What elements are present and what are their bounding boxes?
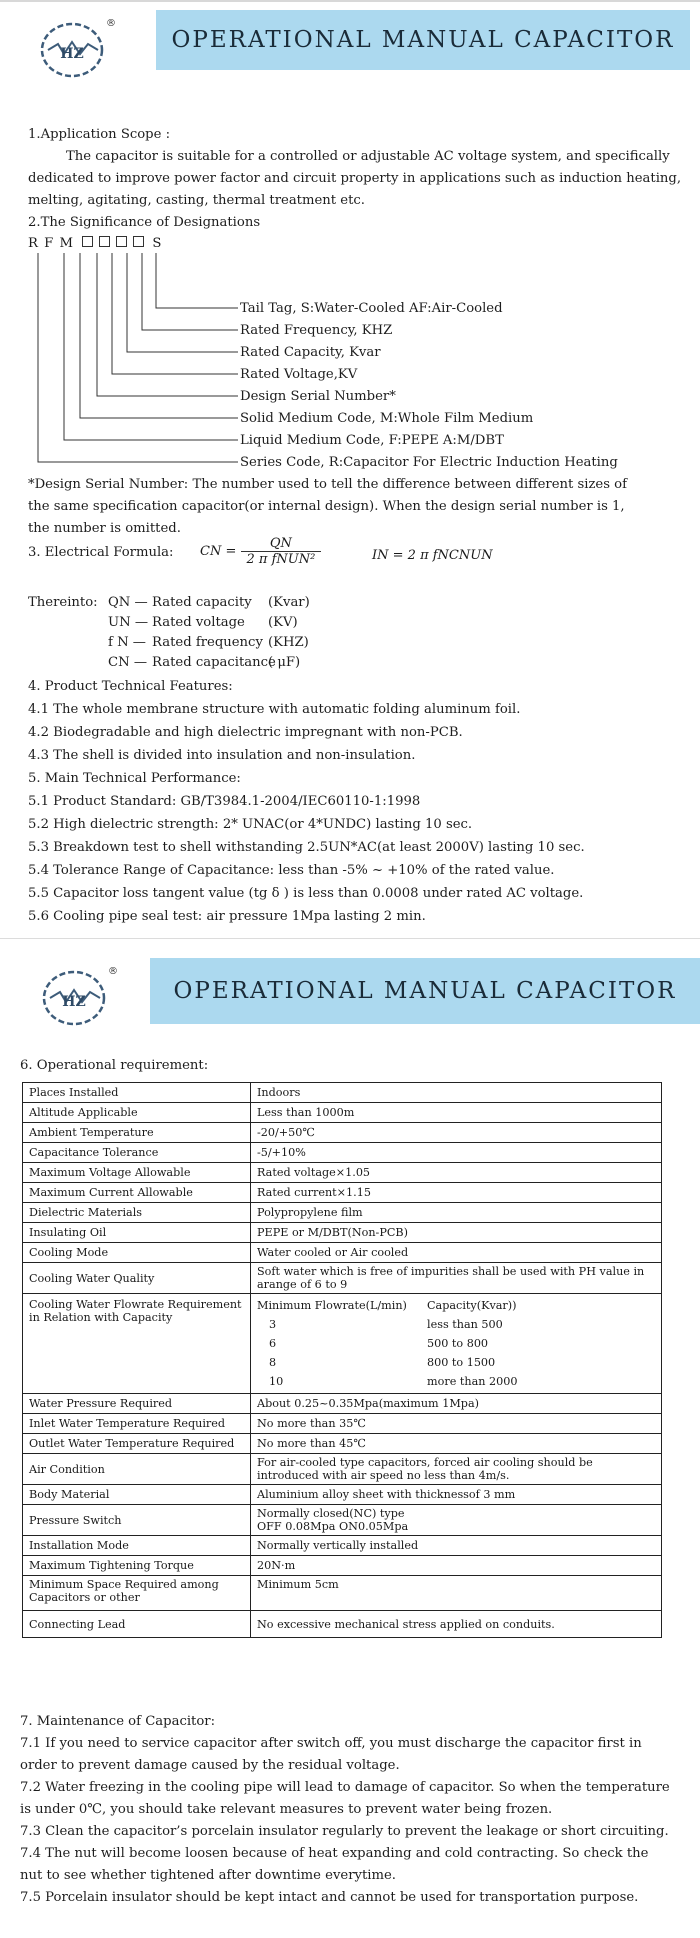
flowrate-pair [257, 1353, 655, 1372]
table-row [23, 1485, 662, 1505]
table-row [23, 1434, 662, 1454]
row-key: Cooling Water Quality [23, 1263, 251, 1294]
row-key: Inlet Water Temperature Required [23, 1414, 251, 1434]
designation-item: Design Serial Number* [240, 389, 396, 404]
designation-item: Rated Capacity, Kvar [240, 345, 381, 360]
designation-item: Tail Tag, S:Water-Cooled AF:Air-Cooled [240, 301, 503, 316]
row-value: Soft water which is free of impurities shall be used with PH value in arange of 6 to 9 [251, 1263, 662, 1294]
table-row [23, 1611, 662, 1638]
row-key: Ambient Temperature [23, 1123, 251, 1143]
designation-note: *Design Serial Number: The number used to tell the difference between different sizes of [28, 477, 627, 492]
section-2-heading: 2.The Significance of Designations [28, 215, 261, 230]
row-key: Pressure Switch [23, 1505, 251, 1536]
table-row [23, 1203, 662, 1223]
flowrate-pair [257, 1372, 655, 1391]
designation-item: Rated Voltage,KV [240, 367, 358, 382]
var-unit: (KV) [268, 615, 298, 630]
row-value: Less than 1000m [251, 1103, 662, 1123]
designation-item: Solid Medium Code, M:Whole Film Medium [240, 411, 534, 426]
table-row [23, 1263, 662, 1294]
section-4-heading: 4. Product Technical Features: [28, 679, 233, 694]
performance-item: 5.2 High dielectric strength: 2* UNAC(or 4*UNDC) lasting 10 sec. [28, 817, 473, 832]
svg-text:®: ® [106, 18, 116, 29]
company-logo [34, 14, 114, 80]
flow-value: 3 [269, 1318, 277, 1331]
feature-item: 4.1 The whole membrane structure with automatic folding aluminum foil. [28, 702, 521, 717]
section-1-line: The capacitor is suitable for a controlled or adjustable AC voltage system, and specifically [66, 149, 670, 164]
flow-value: 8 [269, 1356, 277, 1369]
flow-capacity: less than 500 [427, 1318, 503, 1331]
flow-capacity: 500 to 800 [427, 1337, 489, 1350]
section-6-heading: 6. Operational requirement: [20, 1058, 209, 1073]
performance-item: 5.3 Breakdown test to shell withstanding 2.5UN*AC(at least 2000V) lasting 10 sec. [28, 840, 585, 855]
row-value: -5/+10% [251, 1143, 662, 1163]
designation-note: the number is omitted. [28, 521, 181, 536]
var-name: Rated capacitance [152, 655, 276, 670]
row-key: Maximum Tightening Torque [23, 1556, 251, 1576]
flowrate-pair [257, 1315, 655, 1334]
row-value: Minimum 5cm [251, 1576, 662, 1611]
row-value: No more than 45℃ [251, 1434, 662, 1454]
row-value: No more than 35℃ [251, 1414, 662, 1434]
var-unit: ( μF) [268, 655, 301, 670]
row-key: Altitude Applicable [23, 1103, 251, 1123]
flowrate-subtable [257, 1296, 655, 1391]
performance-item: 5.6 Cooling pipe seal test: air pressure 1Mpa lasting 2 min. [28, 909, 426, 924]
flow-value: 10 [269, 1375, 284, 1388]
table-row-flowrate [23, 1294, 662, 1394]
row-key: Body Material [23, 1485, 251, 1505]
var-symbol: f N — [108, 635, 146, 650]
var-unit: (Kvar) [268, 595, 310, 610]
table-row [23, 1143, 662, 1163]
formula-denominator: 2 π fNUN² [246, 552, 316, 567]
row-key: Minimum Space Required among Capacitors or other [23, 1576, 251, 1611]
performance-item: 5.5 Capacitor loss tangent value (tg δ ) is less than 0.0008 under rated AC voltage. [28, 886, 584, 901]
table-row [23, 1414, 662, 1434]
formula-numerator: QN [241, 536, 322, 552]
row-key: Installation Mode [23, 1536, 251, 1556]
maintenance-item: 7.5 Porcelain insulator should be kept intact and cannot be used for transportation purpose. [20, 1890, 639, 1905]
row-value: Normally vertically installed [251, 1536, 662, 1556]
table-row [23, 1083, 662, 1103]
var-symbol: QN — [108, 595, 148, 610]
maintenance-item: 7.1 If you need to service capacitor after switch off, you must discharge the capacitor first in order to prevent damage caused by the residual voltage. [20, 1736, 642, 1773]
thereinto-label: Thereinto: [28, 595, 98, 610]
formula-lhs: CN = [200, 544, 237, 559]
performance-item: 5.1 Product Standard: GB/T3984.1-2004/IEC60110-1:1998 [28, 794, 421, 809]
page-title: OPERATIONAL MANUAL CAPACITOR [150, 958, 700, 1024]
svg-text:HZ: HZ [60, 46, 84, 62]
row-key: Maximum Current Allowable [23, 1183, 251, 1203]
row-value: Rated current×1.15 [251, 1183, 662, 1203]
row-value: About 0.25~0.35Mpa(maximum 1Mpa) [251, 1394, 662, 1414]
performance-item: 5.4 Tolerance Range of Capacitance: less than -5% ~ +10% of the rated value. [28, 863, 555, 878]
row-key: Outlet Water Temperature Required [23, 1434, 251, 1454]
row-value: No excessive mechanical stress applied on conduits. [251, 1611, 662, 1638]
row-key: Capacitance Tolerance [23, 1143, 251, 1163]
row-key: Places Installed [23, 1083, 251, 1103]
row-key: Water Pressure Required [23, 1394, 251, 1414]
var-symbol: CN — [108, 655, 148, 670]
company-logo [36, 962, 116, 1028]
maintenance-item: 7.4 The nut will become loosen because of heat expanding and cold contracting. So check the nut to see whether tightened after downtime everytime. [20, 1846, 649, 1883]
row-key: Connecting Lead [23, 1611, 251, 1638]
code-prefix: R F M [28, 236, 74, 251]
row-value: Polypropylene film [251, 1203, 662, 1223]
row-key: Air Condition [23, 1454, 251, 1485]
flowrate-cell [251, 1294, 662, 1394]
formula-fraction [241, 536, 322, 567]
row-value: -20/+50℃ [251, 1123, 662, 1143]
flow-capacity: more than 2000 [427, 1375, 518, 1388]
row-key: Insulating Oil [23, 1223, 251, 1243]
table-row [23, 1183, 662, 1203]
row-value: Indoors [251, 1083, 662, 1103]
feature-item: 4.3 The shell is divided into insulation and non-insulation. [28, 748, 416, 763]
row-key: Dielectric Materials [23, 1203, 251, 1223]
row-value: Water cooled or Air cooled [251, 1243, 662, 1263]
operational-requirements-table [22, 1082, 662, 1638]
var-unit: (KHZ) [268, 635, 309, 650]
table-row [23, 1556, 662, 1576]
flowrate-head [257, 1296, 655, 1315]
flow-capacity: 800 to 1500 [427, 1356, 496, 1369]
flow-value: 6 [269, 1337, 277, 1350]
page-header-2 [0, 948, 700, 1034]
maintenance-item: 7.2 Water freezing in the cooling pipe will lead to damage of capacitor. So when the temperature is under 0℃, you should take relevant measures to prevent water being frozen. [20, 1780, 670, 1817]
flow-head-left: Minimum Flowrate(L/min) [257, 1299, 407, 1312]
section-3-heading: 3. Electrical Formula: [28, 545, 174, 560]
designation-item: Liquid Medium Code, F:PEPE A:M/DBT [240, 433, 504, 448]
designation-item: Series Code, R:Capacitor For Electric Induction Heating [240, 455, 618, 470]
section-1-line: melting, agitating, casting, thermal treatment etc. [28, 193, 365, 208]
table-row [23, 1123, 662, 1143]
page-title: OPERATIONAL MANUAL CAPACITOR [156, 10, 690, 70]
svg-text:®: ® [108, 966, 118, 977]
row-value: Rated voltage×1.05 [251, 1163, 662, 1183]
table-row [23, 1223, 662, 1243]
flow-head-right: Capacity(Kvar)) [427, 1299, 517, 1312]
row-value: Normally closed(NC) type OFF 0.08Mpa ON0.05Mpa [251, 1505, 662, 1536]
maintenance-item: 7.3 Clean the capacitor’s porcelain insulator regularly to prevent the leakage or short circuiting. [20, 1824, 669, 1839]
row-value: Aluminium alloy sheet with thicknessof 3 mm [251, 1485, 662, 1505]
table-row [23, 1505, 662, 1536]
var-name: Rated frequency [152, 635, 263, 650]
page-divider [0, 938, 700, 939]
section-7-heading: 7. Maintenance of Capacitor: [20, 1714, 216, 1729]
section-5-heading: 5. Main Technical Performance: [28, 771, 241, 786]
designation-item: Rated Frequency, KHZ [240, 323, 393, 338]
row-value: 20N·m [251, 1556, 662, 1576]
section-1-line: dedicated to improve power factor and circuit property in applications such as induction heating, [28, 171, 682, 186]
code-suffix: S [152, 236, 163, 251]
var-symbol: UN — [108, 615, 149, 630]
table-row [23, 1243, 662, 1263]
table-row [23, 1163, 662, 1183]
table-row [23, 1394, 662, 1414]
current-formula: IN = 2 π fNCNUN [372, 548, 493, 563]
row-key: Cooling Mode [23, 1243, 251, 1263]
row-value: For air-cooled type capacitors, forced air cooling should be introduced with air speed no less than 4m/s. [251, 1454, 662, 1485]
section-1-heading: 1.Application Scope : [28, 127, 171, 142]
row-value: PEPE or M/DBT(Non-PCB) [251, 1223, 662, 1243]
feature-item: 4.2 Biodegradable and high dielectric impregnant with non-PCB. [28, 725, 463, 740]
row-key: Maximum Voltage Allowable [23, 1163, 251, 1183]
page-header-1 [0, 0, 700, 86]
table-row [23, 1576, 662, 1611]
capacitance-formula [200, 536, 321, 567]
flowrate-pair [257, 1334, 655, 1353]
table-row [23, 1103, 662, 1123]
svg-text:HZ: HZ [62, 994, 86, 1010]
designation-note: the same specification capacitor(or internal design). When the design serial number is 1, [28, 499, 625, 514]
var-name: Rated capacity [152, 595, 252, 610]
table-row [23, 1454, 662, 1485]
row-key: Cooling Water Flowrate Requirement in Relation with Capacity [23, 1294, 251, 1394]
table-row [23, 1536, 662, 1556]
var-name: Rated voltage [152, 615, 245, 630]
